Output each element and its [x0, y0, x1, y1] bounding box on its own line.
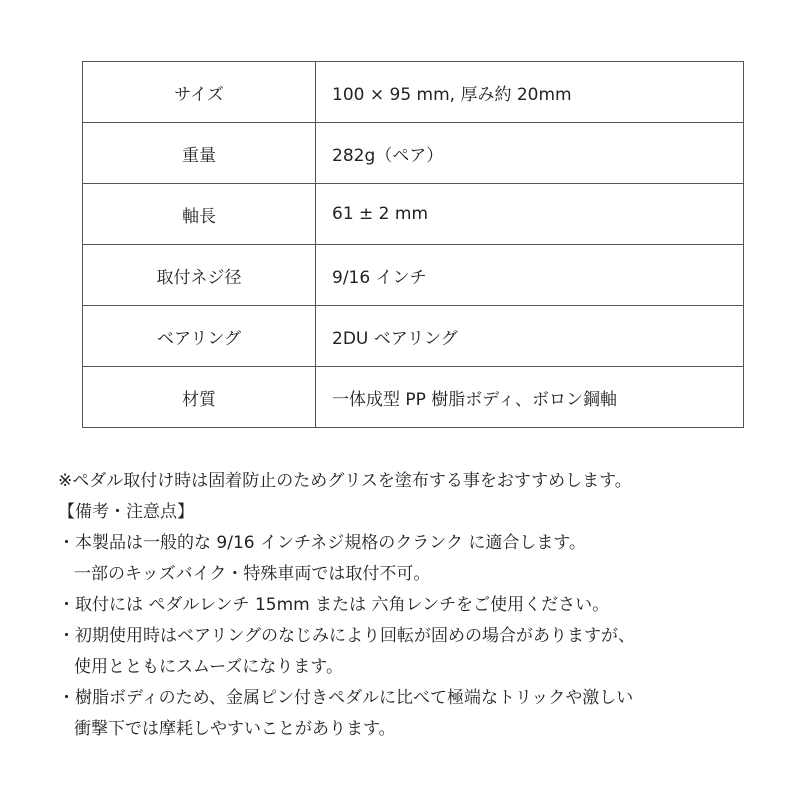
spec-value-bearing: 2DU ベアリング	[316, 306, 744, 367]
spec-key-thread: 取付ネジ径	[83, 245, 316, 306]
table-row	[83, 245, 744, 306]
note-item-resin-body: ・樹脂ボディのため、金属ピン付きペダルに比べて極端なトリックや激しい	[58, 688, 634, 708]
spec-key-size: サイズ	[83, 62, 316, 123]
table-row	[83, 306, 744, 367]
spec-key-bearing: ベアリング	[83, 306, 316, 367]
spec-value-weight: 282g（ペア）	[316, 123, 744, 184]
note-item-tools: ・取付には ペダルレンチ 15mm または 六角レンチをご使用ください。	[58, 595, 610, 615]
table-row	[83, 184, 744, 245]
spec-table	[82, 61, 744, 428]
spec-value-thread: 9/16 インチ	[316, 245, 744, 306]
notes-section	[58, 466, 758, 745]
spec-key-weight: 重量	[83, 123, 316, 184]
table-row	[83, 62, 744, 123]
spec-value-size: 100 × 95 mm, 厚み約 20mm	[316, 62, 744, 123]
table-row	[83, 123, 744, 184]
table-row	[83, 367, 744, 428]
grease-note: ※ペダル取付け時は固着防止のためグリスを塗布する事をおすすめします。	[58, 471, 632, 491]
spec-value-axle-length: 61 ± 2 mm	[316, 184, 744, 245]
note-item-compatibility: ・本製品は一般的な 9/16 インチネジ規格のクランク に適合します。	[58, 533, 587, 553]
notes-heading: 【備考・注意点】	[58, 502, 194, 522]
spec-value-material: 一体成型 PP 樹脂ボディ、ボロン鋼軸	[316, 367, 744, 428]
spec-key-material: 材質	[83, 367, 316, 428]
spec-key-axle-length: 軸長	[83, 184, 316, 245]
note-item-compatibility-cont: 一部のキッズバイク・特殊車両では取付不可。	[74, 564, 431, 584]
note-item-resin-body-cont: 衝撃下では摩耗しやすいことがあります。	[74, 719, 396, 739]
note-item-initial-use-cont: 使用とともにスムーズになります。	[74, 657, 343, 677]
note-item-initial-use: ・初期使用時はベアリングのなじみにより回転が固めの場合がありますが、	[58, 626, 635, 646]
